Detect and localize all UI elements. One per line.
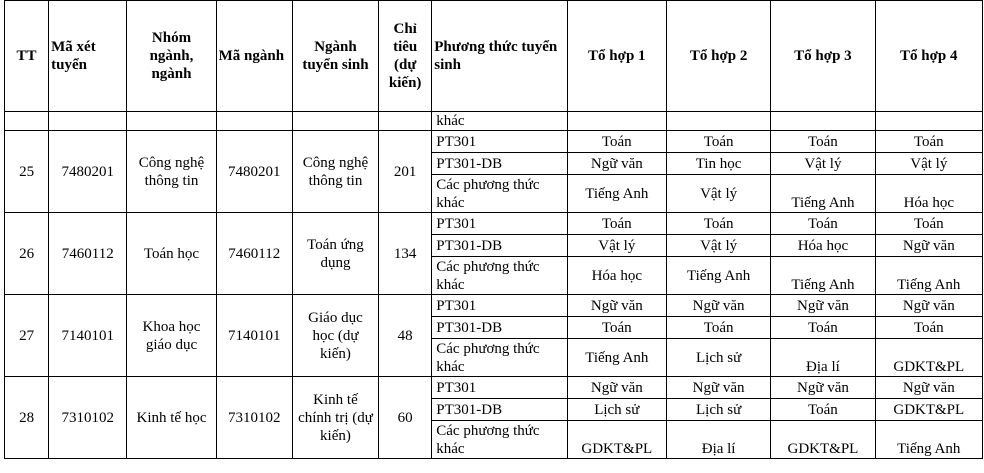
to-hop-3-cell: Tiếng Anh <box>771 257 875 295</box>
method-cell: Các phương thức khác <box>432 339 567 377</box>
nhom-nganh-cell: Kinh tế học <box>127 377 216 459</box>
ma-xet-tuyen-cell: 7480201 <box>49 131 127 213</box>
to-hop-3-cell: Ngữ văn <box>771 295 875 317</box>
to-hop-4-cell: Toán <box>875 317 982 339</box>
to-hop-3-cell: Toán <box>771 317 875 339</box>
to-hop-1-cell: Tiếng Anh <box>567 339 666 377</box>
to-hop-2-cell: Ngữ văn <box>666 377 770 399</box>
to-hop-2-cell: Ngữ văn <box>666 295 770 317</box>
to-hop-4-cell: Tiếng Anh <box>875 257 982 295</box>
nganh-cell: Kinh tế chính trị (dự kiến) <box>292 377 378 459</box>
to-hop-4-cell: Ngữ văn <box>875 295 982 317</box>
to-hop-2-cell: Tin học <box>666 153 770 175</box>
header-to-hop-3: Tổ hợp 3 <box>771 1 875 112</box>
header-to-hop-4: Tổ hợp 4 <box>875 1 982 112</box>
method-cell: PT301-DB <box>432 235 567 257</box>
method-cell: PT301 <box>432 131 567 153</box>
to-hop-3-cell: Toán <box>771 399 875 421</box>
header-nganh-tuyen-sinh: Ngành tuyển sinh <box>292 1 378 112</box>
to-hop-2-cell: Lịch sử <box>666 399 770 421</box>
header-chi-tieu: Chỉ tiêu (dự kiến) <box>379 1 432 112</box>
tt-cell: 27 <box>5 295 49 377</box>
to-hop-3-cell: Ngữ văn <box>771 377 875 399</box>
to-hop-4-cell: Toán <box>875 213 982 235</box>
header-phuong-thuc: Phương thức tuyển sinh <box>432 1 567 112</box>
to-hop-2-cell: Vật lý <box>666 175 770 213</box>
to-hop-1-cell: Toán <box>567 131 666 153</box>
to-hop-4-cell: Vật lý <box>875 153 982 175</box>
to-hop-1-cell: Toán <box>567 213 666 235</box>
header-ma-xet-tuyen: Mã xét tuyển <box>49 1 127 112</box>
to-hop-3-cell: GDKT&PL <box>771 421 875 459</box>
to-hop-2-cell: Toán <box>666 213 770 235</box>
method-cell: PT301 <box>432 213 567 235</box>
nhom-nganh-cell: Toán học <box>127 213 216 295</box>
to-hop-4-cell: Ngữ văn <box>875 235 982 257</box>
method-cell: PT301-DB <box>432 317 567 339</box>
to-hop-3-cell: Toán <box>771 131 875 153</box>
continuation-row <box>5 112 983 131</box>
method-cell: Các phương thức khác <box>432 421 567 459</box>
method-cell: PT301 <box>432 377 567 399</box>
to-hop-2-cell: Vật lý <box>666 235 770 257</box>
to-hop-3-cell: Hóa học <box>771 235 875 257</box>
to-hop-4-cell: Tiếng Anh <box>875 421 982 459</box>
to-hop-4-cell: Hóa học <box>875 175 982 213</box>
method-cell: PT301-DB <box>432 399 567 421</box>
header-ma-nganh: Mã ngành <box>216 1 292 112</box>
to-hop-1-cell: Tiếng Anh <box>567 175 666 213</box>
to-hop-1-cell: Vật lý <box>567 235 666 257</box>
table-row <box>5 295 983 317</box>
header-row <box>5 1 983 112</box>
ma-nganh-cell: 7480201 <box>216 131 292 213</box>
chi-tieu-cell: 134 <box>379 213 432 295</box>
nganh-cell: Giáo dục học (dự kiến) <box>292 295 378 377</box>
ma-xet-tuyen-cell: 7310102 <box>49 377 127 459</box>
chi-tieu-cell: 60 <box>379 377 432 459</box>
table-row <box>5 213 983 235</box>
header-tt: TT <box>5 1 49 112</box>
to-hop-3-cell: Địa lí <box>771 339 875 377</box>
to-hop-3-cell: Tiếng Anh <box>771 175 875 213</box>
ma-nganh-cell: 7460112 <box>216 213 292 295</box>
to-hop-2-cell: Toán <box>666 131 770 153</box>
ma-nganh-cell: 7310102 <box>216 377 292 459</box>
nganh-cell: Toán ứng dụng <box>292 213 378 295</box>
to-hop-4-cell: GDKT&PL <box>875 399 982 421</box>
tt-cell: 28 <box>5 377 49 459</box>
method-cell: PT301 <box>432 295 567 317</box>
nhom-nganh-cell: Khoa học giáo dục <box>127 295 216 377</box>
method-cell: Các phương thức khác <box>432 257 567 295</box>
to-hop-1-cell: Hóa học <box>567 257 666 295</box>
to-hop-3-cell: Toán <box>771 213 875 235</box>
chi-tieu-cell: 201 <box>379 131 432 213</box>
tt-cell: 26 <box>5 213 49 295</box>
to-hop-1-cell: Lịch sử <box>567 399 666 421</box>
ma-nganh-cell: 7140101 <box>216 295 292 377</box>
method-cell: Các phương thức khác <box>432 175 567 213</box>
header-nhom-nganh: Nhóm ngành, ngành <box>127 1 216 112</box>
nhom-nganh-cell: Công nghệ thông tin <box>127 131 216 213</box>
to-hop-2-cell: Địa lí <box>666 421 770 459</box>
to-hop-1-cell: Ngữ văn <box>567 295 666 317</box>
header-to-hop-2: Tổ hợp 2 <box>666 1 770 112</box>
table-row <box>5 131 983 153</box>
to-hop-1-cell: Toán <box>567 317 666 339</box>
table-row <box>5 377 983 399</box>
to-hop-3-cell: Vật lý <box>771 153 875 175</box>
chi-tieu-cell: 48 <box>379 295 432 377</box>
method-cell: PT301-DB <box>432 153 567 175</box>
ma-xet-tuyen-cell: 7140101 <box>49 295 127 377</box>
nganh-cell: Công nghệ thông tin <box>292 131 378 213</box>
to-hop-1-cell: Ngữ văn <box>567 153 666 175</box>
continuation-text: khác <box>432 112 567 131</box>
tt-cell: 25 <box>5 131 49 213</box>
to-hop-4-cell: Toán <box>875 131 982 153</box>
to-hop-4-cell: Ngữ văn <box>875 377 982 399</box>
to-hop-2-cell: Tiếng Anh <box>666 257 770 295</box>
ma-xet-tuyen-cell: 7460112 <box>49 213 127 295</box>
to-hop-1-cell: Ngữ văn <box>567 377 666 399</box>
to-hop-4-cell: GDKT&PL <box>875 339 982 377</box>
to-hop-2-cell: Toán <box>666 317 770 339</box>
to-hop-2-cell: Lịch sử <box>666 339 770 377</box>
to-hop-1-cell: GDKT&PL <box>567 421 666 459</box>
admission-table <box>4 0 983 459</box>
header-to-hop-1: Tổ hợp 1 <box>567 1 666 112</box>
